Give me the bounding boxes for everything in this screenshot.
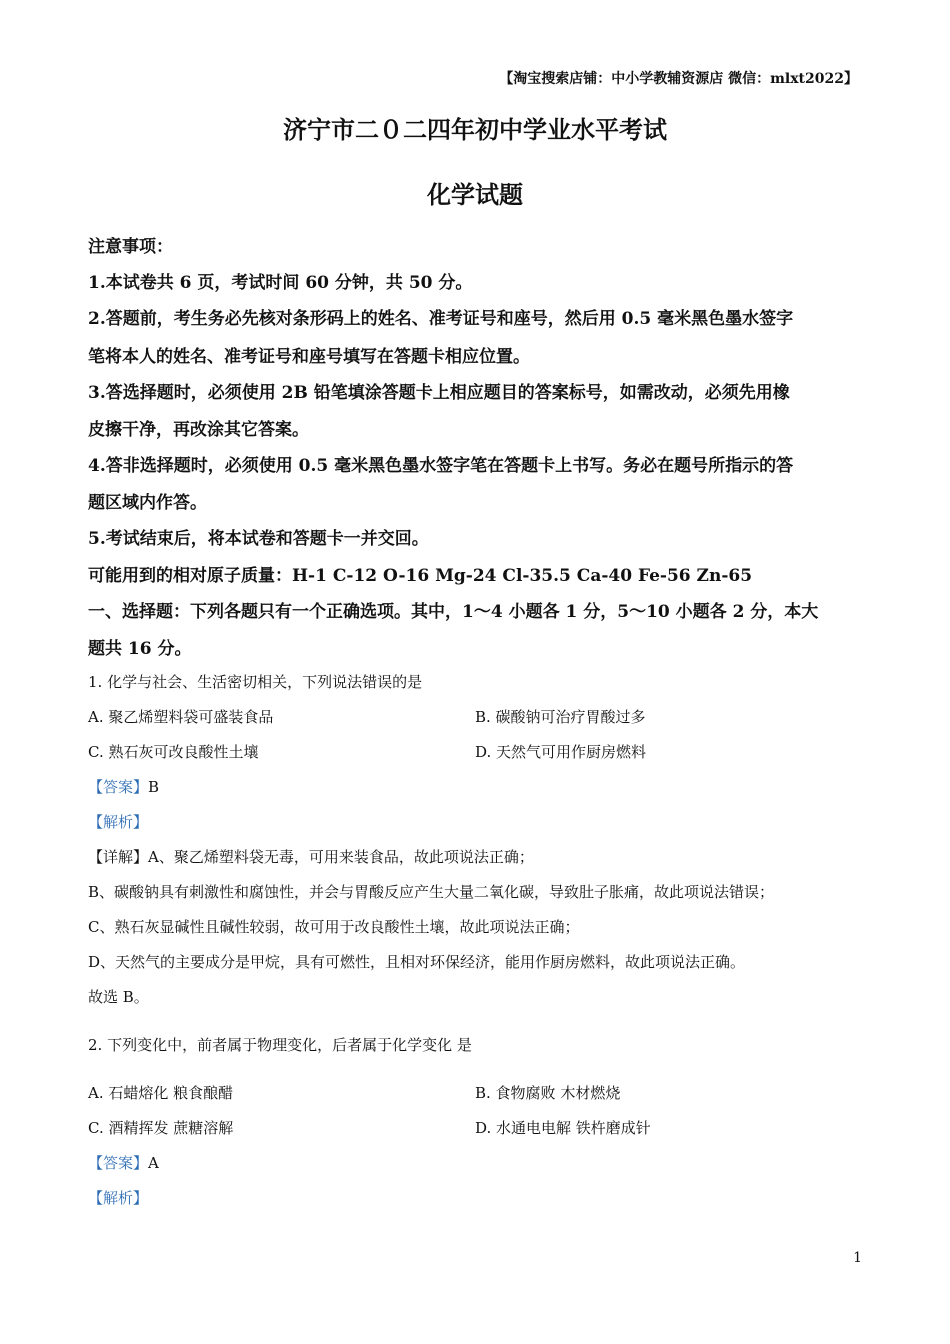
question-1-answer: [88, 776, 159, 797]
question-2-option-d: D. 水通电电解 铁杵磨成针: [475, 1119, 651, 1137]
notice-line: 题区域内作答。: [88, 493, 207, 513]
question-2-option-c: C. 酒精挥发 蔗糖溶解: [88, 1119, 234, 1137]
notice-line: 4.答非选择题时，必须使用 0.5 毫米黑色墨水签字笔在答题卡上书写。务必在题号所指示的答: [88, 456, 794, 476]
notice-heading: 注意事项：: [88, 237, 173, 257]
answer-tag: 【答案】: [88, 778, 149, 796]
question-1-detail: [88, 846, 534, 867]
question-1-option-c: C. 熟石灰可改良酸性土壤: [88, 743, 259, 761]
section-heading: 一、选择题：下列各题只有一个正确选项。其中，1～4 小题各 1 分，5～10 小题各 2 分，本大: [88, 602, 819, 622]
notice-line: 3.答选择题时，必须使用 2B 铅笔填涂答题卡上相应题目的答案标号，如需改动，必须先用橡: [88, 383, 790, 403]
notice-line: 笔将本人的姓名、准考证号和座号填写在答题卡相应位置。: [88, 347, 530, 367]
page-subtitle: 化学试题: [427, 180, 523, 209]
answer-tag: 【答案】: [88, 1154, 149, 1172]
answer-value: A: [148, 1154, 159, 1172]
notice-line: 皮擦干净，再改涂其它答案。: [88, 420, 309, 440]
notice-line: 1.本试卷共 6 页，考试时间 60 分钟，共 50 分。: [88, 273, 473, 293]
question-1-option-a: A. 聚乙烯塑料袋可盛装食品: [88, 708, 274, 726]
question-1-stem: 1. 化学与社会、生活密切相关，下列说法错误的是: [88, 673, 423, 691]
section-heading: 题共 16 分。: [88, 639, 192, 659]
question-1-option-b: B. 碳酸钠可治疗胃酸过多: [475, 708, 646, 726]
question-2-option-b: B. 食物腐败 木材燃烧: [475, 1084, 621, 1102]
page-title: 济宁市二０二四年初中学业水平考试: [283, 115, 667, 144]
page-number: 1: [853, 1250, 862, 1266]
notice-line: 5.考试结束后，将本试卷和答题卡一并交回。: [88, 529, 429, 549]
question-2-analysis-tag: 【解析】: [88, 1189, 149, 1207]
detail-line: B、碳酸钠具有刺激性和腐蚀性，并会与胃酸反应产生大量二氧化碳，导致肚子胀痛，故此项说法错误；: [88, 883, 775, 901]
question-2-answer: [88, 1152, 159, 1173]
question-2-option-a: A. 石蜡熔化 粮食酿醋: [88, 1084, 234, 1102]
notice-line: 2.答题前，考生务必先核对条形码上的姓名、准考证号和座号，然后用 0.5 毫米黑色墨水签字: [88, 309, 794, 329]
atomic-mass-line: 可能用到的相对原子质量：H-1 C-12 O-16 Mg-24 Cl-35.5 Ca-40 Fe-56 Zn-65: [88, 566, 753, 586]
detail-tag: 【详解】: [88, 848, 149, 866]
question-1-analysis-tag: 【解析】: [88, 813, 149, 831]
detail-line: D、天然气的主要成分是甲烷，具有可燃性，且相对环保经济，能用作厨房燃料，故此项说法正确。: [88, 953, 746, 971]
question-2-stem: 2. 下列变化中，前者属于物理变化，后者属于化学变化 是: [88, 1036, 472, 1054]
question-1-conclusion: 故选 B。: [88, 988, 149, 1006]
detail-line: A、聚乙烯塑料袋无毒，可用来装食品，故此项说法正确；: [148, 848, 534, 866]
answer-value: B: [148, 778, 160, 796]
question-1-option-d: D. 天然气可用作厨房燃料: [475, 743, 647, 761]
detail-line: C、熟石灰显碱性且碱性较弱，故可用于改良酸性土壤，故此项说法正确；: [88, 918, 580, 936]
header-note: 【淘宝搜索店铺：中小学教辅资源店 微信：mlxt2022】: [499, 71, 858, 87]
